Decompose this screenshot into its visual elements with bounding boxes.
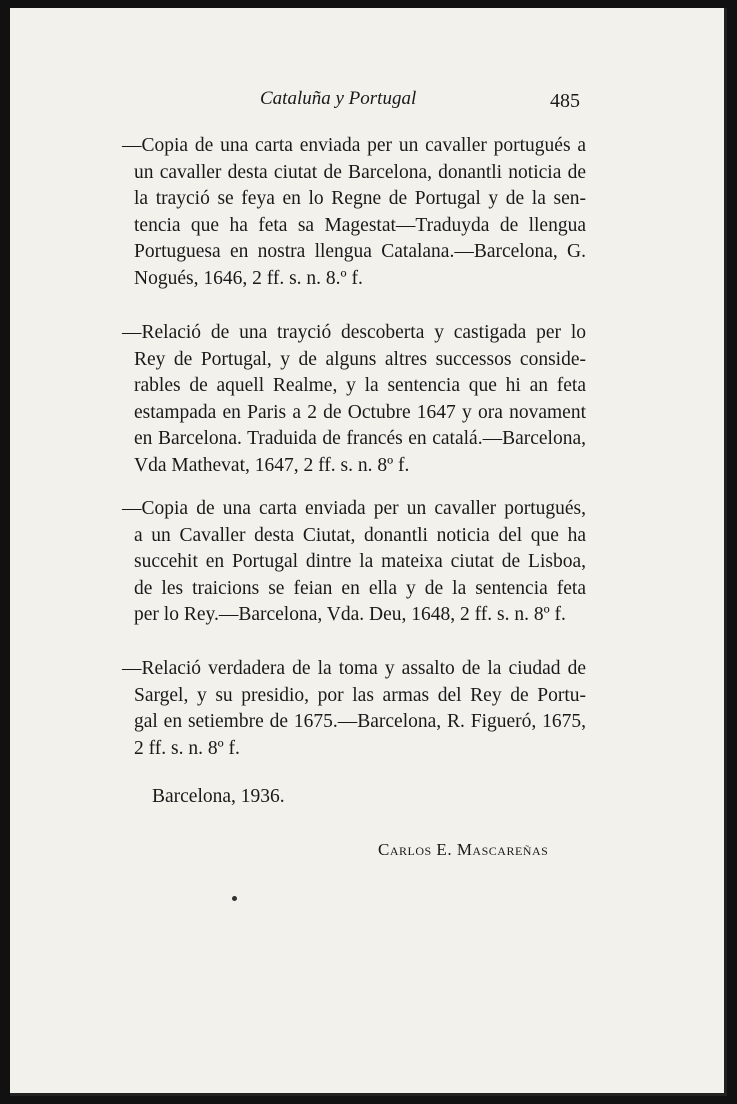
entry-line: tencia que ha feta sa Magestat—Traduyda de llengua <box>134 214 586 236</box>
entry-line: a un Cavaller desta Ciutat, donantli noticia del que ha <box>134 524 586 546</box>
entry-line: gal en setiembre de 1675.—Barcelona, R. Figueró, 1675, <box>134 711 586 732</box>
entry-line: estampada en Paris a 2 de Octubre 1647 y ora novament <box>134 401 586 423</box>
bibliography-entry <box>122 320 586 479</box>
entry-line: —Relació de una trayció descoberta y castigada per lo <box>122 322 586 343</box>
entry-line: Nogués, 1646, 2 ff. s. n. 8.º f. <box>134 267 363 289</box>
page-number: 485 <box>550 90 580 112</box>
entry-line: de les traicions se feian en ella y de la sentencia feta <box>134 577 586 599</box>
ink-speck <box>232 896 237 901</box>
entry-line: un cavaller desta ciutat de Barcelona, donantli noticia de <box>134 161 586 183</box>
entry-line: rables de aquell Realme, y la sentencia que hi an feta <box>134 375 586 396</box>
author-signature: Carlos E. Mascareñas <box>378 840 549 859</box>
entry-line: —Relació verdadera de la toma y assalto de la ciudad de <box>122 658 586 679</box>
entry-line: Sargel, y su presidio, por las armas del Rey de Portu- <box>134 684 586 706</box>
bibliography-entry <box>122 133 586 292</box>
entry-line: 2 ff. s. n. 8º f. <box>134 737 240 759</box>
bibliography-entry <box>122 496 586 629</box>
entry-line: la trayció se feya en lo Regne de Portugal y de la sen- <box>134 188 586 209</box>
running-title: Cataluña y Portugal <box>260 88 417 109</box>
entry-line: Portuguesa en nostra llengua Catalana.—Barcelona, G. <box>134 241 586 262</box>
entry-line: per lo Rey.—Barcelona, Vda. Deu, 1648, 2 ff. s. n. 8º f. <box>134 604 566 625</box>
entry-line: —Copia de una carta enviada per un cavaller portugués a <box>122 135 586 156</box>
closing-place-date: Barcelona, 1936. <box>152 786 285 807</box>
entry-line: succehit en Portugal dintre la mateixa ciutat de Lisboa, <box>134 551 586 572</box>
entry-line: Rey de Portugal, y de alguns altres successos conside- <box>134 348 586 370</box>
bibliography-entry <box>122 656 586 762</box>
book-page <box>10 8 727 1096</box>
entry-line: Vda Mathevat, 1647, 2 ff. s. n. 8º f. <box>134 454 410 476</box>
entry-line: —Copia de una carta enviada per un cavaller portugués, <box>122 498 586 519</box>
entry-line: en Barcelona. Traduida de francés en catalá.—Barcelona, <box>134 428 586 449</box>
